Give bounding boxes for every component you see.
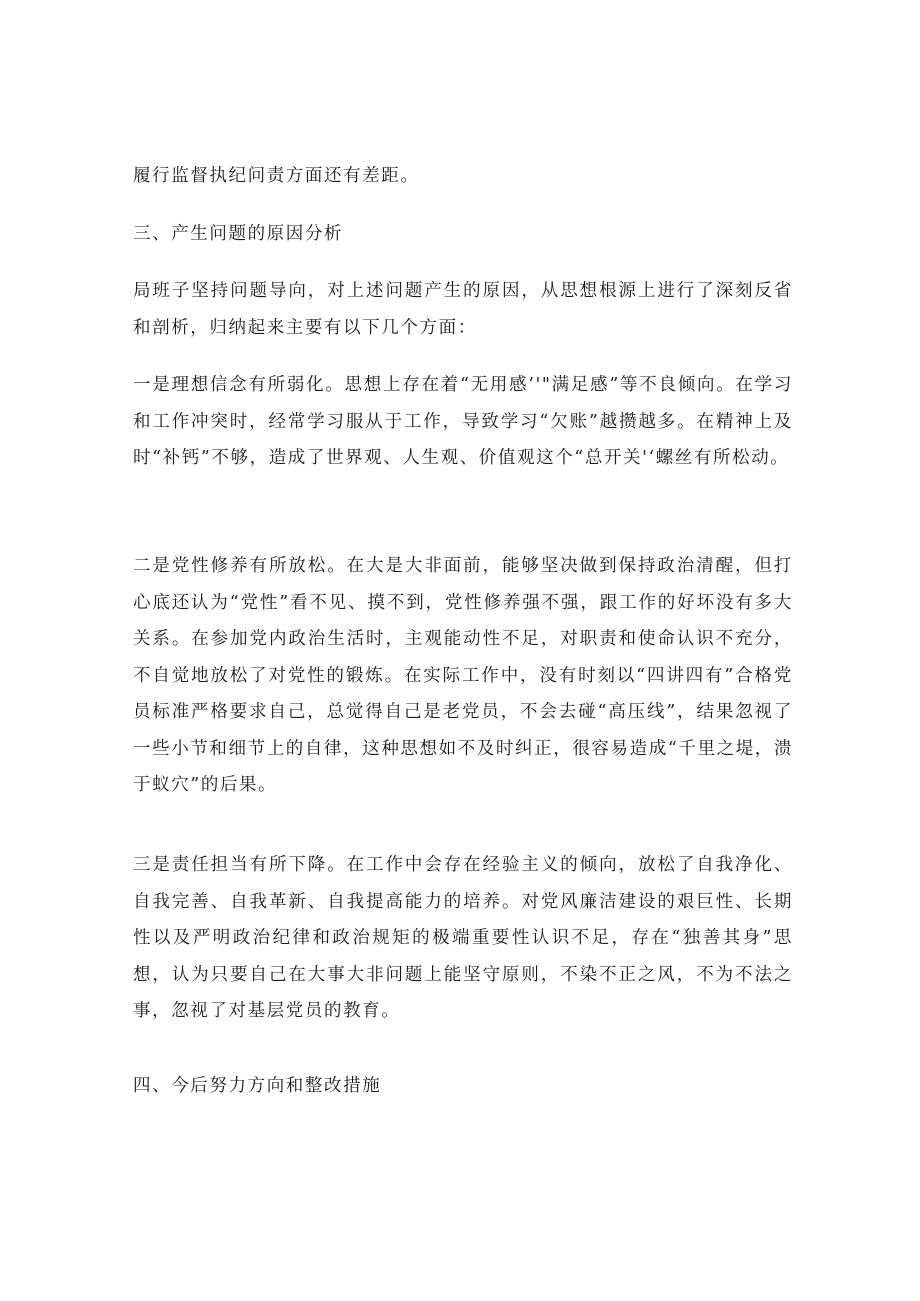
paragraph-continuation: 履行监督执纪问责方面还有差距。 (133, 166, 420, 186)
section-heading-measures: 四、今后努力方向和整改措施 (133, 1076, 382, 1096)
paragraph-intro: 局班子坚持问题导向，对上述问题产生的原因，从思想根源上进行了深刻反省和剖析，归纳起来主要有以下几个方面： (133, 281, 793, 338)
paragraph-ideals: 一是理想信念有所弱化。思想上存在着“无用感’'"满足感”等不良倾向。在学习和工作冲突时，经常学习服从于工作，导致学习“欠账”越攒越多。在精神上及时“补钙”不够，造成了世界观、人生观、价值观这个“总开关'‘螺丝有所松动。 (133, 375, 793, 468)
paragraph-responsibility: 三是责任担当有所下降。在工作中会存在经验主义的倾向，放松了自我净化、自我完善、自我革新、自我提高能力的培养。对党风廉洁建设的艰巨性、长期性以及严明政治纪律和政治规矩的极端重要性认识不足，存在“独善其身”思想，认为只要自己在大事大非问题上能坚守原则，不染不正之风，不为不法之事，忽视了对基层党员的教育。 (133, 855, 793, 1021)
paragraph-party-spirit: 二是党性修养有所放松。在大是大非面前，能够坚决做到保持政治清醒，但打心底还认为“党性”看不见、摸不到，党性修养强不强，跟工作的好坏没有多大关系。在参加党内政治生活时，主观能动性不足，对职责和使命认识不充分，不自觉地放松了对党性的锻炼。在实际工作中，没有时刻以“四讲四有”合格党员标准严格要求自己，总觉得自己是老党员，不会去碰“高压线”，结果忽视了一些小节和细节上的自律，这种思想如不及时纠正，很容易造成“千里之堤，溃于蚁穴”的后果。 (133, 556, 793, 795)
section-heading-causes: 三、产生问题的原因分析 (133, 224, 344, 244)
